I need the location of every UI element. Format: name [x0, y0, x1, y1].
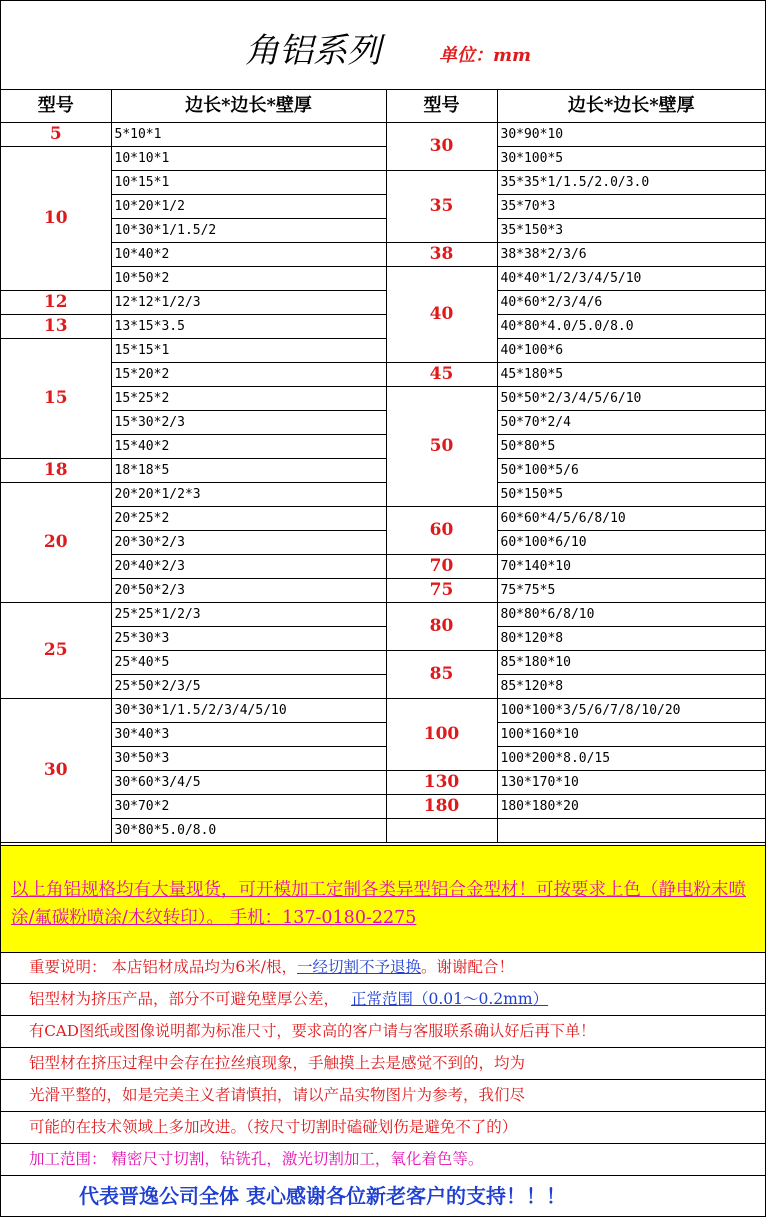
table-row: [1, 363, 765, 387]
header-model-left: 型号: [1, 89, 111, 123]
model-cell: [386, 819, 497, 843]
size-cell: 80*120*8: [497, 627, 765, 651]
note-row: [1, 952, 765, 984]
size-cell: 35*150*3: [497, 219, 765, 243]
table-row: [1, 747, 765, 771]
model-cell: 80: [386, 603, 497, 651]
size-cell: 25*40*5: [111, 651, 386, 675]
size-cell: 10*15*1: [111, 171, 386, 195]
size-cell: 40*100*6: [497, 339, 765, 363]
promo-banner: [1, 845, 765, 953]
table-row: [1, 699, 765, 723]
header-model-right: 型号: [386, 89, 497, 123]
unit-label: 单位：mm: [439, 45, 532, 66]
table-row: [1, 387, 765, 411]
size-cell: 45*180*5: [497, 363, 765, 387]
model-cell: 12: [1, 291, 111, 315]
size-cell: 20*25*2: [111, 507, 386, 531]
size-cell: 15*40*2: [111, 435, 386, 459]
table-row: [1, 339, 765, 363]
model-cell: 85: [386, 651, 497, 699]
model-cell: 15: [1, 339, 111, 459]
table-row: [1, 147, 765, 171]
model-cell: 45: [386, 363, 497, 387]
model-cell: 75: [386, 579, 497, 603]
table-row: [1, 507, 765, 531]
footer-text: 代表晋逸公司全体 衷心感谢各位新老客户的支持！！！: [79, 1184, 566, 1208]
size-cell: 18*18*5: [111, 459, 386, 483]
table-row: [1, 435, 765, 459]
note-text: 重要说明： 本店铝材成品均为6米/根，: [29, 958, 298, 976]
size-cell: 10*50*2: [111, 267, 386, 291]
model-cell: 5: [1, 123, 111, 147]
note-text: 可能的在技术领域上多加改进。（按尺寸切割时磕碰划伤是避免不了的）: [29, 1118, 518, 1136]
size-cell: 180*180*20: [497, 795, 765, 819]
model-cell: 18: [1, 459, 111, 483]
size-cell: 50*100*5/6: [497, 459, 765, 483]
size-cell: 50*80*5: [497, 435, 765, 459]
note-text: 铝型材为挤压产品，部分不可避免壁厚公差，: [29, 990, 340, 1008]
size-cell: 20*50*2/3: [111, 579, 386, 603]
table-row: [1, 555, 765, 579]
size-cell: 38*38*2/3/6: [497, 243, 765, 267]
size-cell: 100*200*8.0/15: [497, 747, 765, 771]
note-row: [1, 1144, 765, 1176]
note-text: 光滑平整的，如是完美主义者请慎拍，请以产品实物图片为参考，我们尽: [29, 1086, 526, 1104]
size-cell: 25*25*1/2/3: [111, 603, 386, 627]
table-row: [1, 243, 765, 267]
size-cell: 30*80*5.0/8.0: [111, 819, 386, 843]
model-cell: 13: [1, 315, 111, 339]
note-text: 有CAD图纸或图像说明都为标准尺寸，要求高的客户请与客服联系确认好后再下单！: [29, 1022, 596, 1040]
table-row: [1, 603, 765, 627]
table-row: [1, 459, 765, 483]
table-row: [1, 483, 765, 507]
size-cell: 12*12*1/2/3: [111, 291, 386, 315]
table-row: [1, 723, 765, 747]
note-row: [1, 1016, 765, 1048]
size-cell: 35*70*3: [497, 195, 765, 219]
size-cell: 40*60*2/3/4/6: [497, 291, 765, 315]
promo-text: 以上角铝规格均有大量现货，可开模加工定制各类异型铝合金型材！可按要求上色（静电粉末喷涂/氟碳粉喷涂/木纹转印）。 手机：137-0180-2275: [11, 880, 746, 928]
size-cell: 5*10*1: [111, 123, 386, 147]
size-cell: 75*75*5: [497, 579, 765, 603]
table-row: [1, 795, 765, 819]
note-text: 铝型材在挤压过程中会存在拉丝痕现象，手触摸上去是感觉不到的，均为: [29, 1054, 526, 1072]
size-cell: 30*50*3: [111, 747, 386, 771]
model-cell: 30: [1, 699, 111, 843]
note-row: [1, 1112, 765, 1144]
size-cell: 15*15*1: [111, 339, 386, 363]
header-size-right: 边长*边长*壁厚: [497, 89, 765, 123]
size-cell: 35*35*1/1.5/2.0/3.0: [497, 171, 765, 195]
size-cell: 30*90*10: [497, 123, 765, 147]
model-cell: 180: [386, 795, 497, 819]
processing-scope-note: 加工范围： 精密尺寸切割，钻铣孔，激光切割加工，氧化着色等。: [29, 1150, 484, 1168]
size-cell: 50*50*2/3/4/5/6/10: [497, 387, 765, 411]
table-row: [1, 531, 765, 555]
size-cell: 50*70*2/4: [497, 411, 765, 435]
model-cell: 35: [386, 171, 497, 243]
size-cell: 20*20*1/2*3: [111, 483, 386, 507]
size-cell: 40*80*4.0/5.0/8.0: [497, 315, 765, 339]
size-cell: 130*170*10: [497, 771, 765, 795]
model-cell: 40: [386, 267, 497, 363]
size-cell: 15*25*2: [111, 387, 386, 411]
table-row: [1, 267, 765, 291]
size-cell: 60*60*4/5/6/8/10: [497, 507, 765, 531]
model-cell: 70: [386, 555, 497, 579]
model-cell: 10: [1, 147, 111, 291]
table-header-row: [1, 89, 765, 123]
size-cell: 70*140*10: [497, 555, 765, 579]
spec-table: [1, 89, 765, 843]
model-cell: 30: [386, 123, 497, 171]
size-cell: 100*100*3/5/6/7/8/10/20: [497, 699, 765, 723]
size-cell: 20*30*2/3: [111, 531, 386, 555]
size-cell: 85*120*8: [497, 675, 765, 699]
model-cell: 60: [386, 507, 497, 555]
model-cell: 50: [386, 387, 497, 507]
size-cell: [497, 819, 765, 843]
size-cell: 10*30*1/1.5/2: [111, 219, 386, 243]
note-text: 。谢谢配合！: [421, 958, 515, 976]
table-row: [1, 627, 765, 651]
thank-you-footer: [1, 1177, 765, 1216]
size-cell: 20*40*2/3: [111, 555, 386, 579]
table-row: [1, 195, 765, 219]
size-cell: 15*20*2: [111, 363, 386, 387]
model-cell: 20: [1, 483, 111, 603]
size-cell: 50*150*5: [497, 483, 765, 507]
size-cell: 30*30*1/1.5/2/3/4/5/10: [111, 699, 386, 723]
table-row: [1, 171, 765, 195]
model-cell: 130: [386, 771, 497, 795]
model-cell: 38: [386, 243, 497, 267]
size-cell: 30*60*3/4/5: [111, 771, 386, 795]
size-cell: 100*160*10: [497, 723, 765, 747]
size-cell: 15*30*2/3: [111, 411, 386, 435]
table-row: [1, 771, 765, 795]
model-cell: 100: [386, 699, 497, 771]
spec-table-body: [1, 123, 765, 843]
no-return-note: 一经切割不予退换: [297, 958, 422, 976]
table-row: [1, 651, 765, 675]
tolerance-range-note: 正常范围（0.01～0.2mm）: [351, 990, 549, 1008]
size-cell: 80*80*6/8/10: [497, 603, 765, 627]
size-cell: 10*20*1/2: [111, 195, 386, 219]
size-cell: 10*40*2: [111, 243, 386, 267]
table-row: [1, 579, 765, 603]
size-cell: 85*180*10: [497, 651, 765, 675]
size-cell: 40*40*1/2/3/4/5/10: [497, 267, 765, 291]
page-title: 角铝系列: [245, 31, 381, 71]
size-cell: 13*15*3.5: [111, 315, 386, 339]
table-row: [1, 819, 765, 843]
table-row: [1, 123, 765, 147]
note-row: [1, 1048, 765, 1080]
size-cell: 25*50*2/3/5: [111, 675, 386, 699]
note-row: [1, 1080, 765, 1112]
size-cell: 30*70*2: [111, 795, 386, 819]
table-row: [1, 411, 765, 435]
title-row: [1, 1, 765, 90]
size-cell: 60*100*6/10: [497, 531, 765, 555]
table-row: [1, 291, 765, 315]
header-size-left: 边长*边长*壁厚: [111, 89, 386, 123]
size-cell: 25*30*3: [111, 627, 386, 651]
size-cell: 30*100*5: [497, 147, 765, 171]
size-cell: 10*10*1: [111, 147, 386, 171]
size-cell: 30*40*3: [111, 723, 386, 747]
note-row: [1, 984, 765, 1016]
table-row: [1, 219, 765, 243]
table-row: [1, 675, 765, 699]
model-cell: 25: [1, 603, 111, 699]
table-row: [1, 315, 765, 339]
